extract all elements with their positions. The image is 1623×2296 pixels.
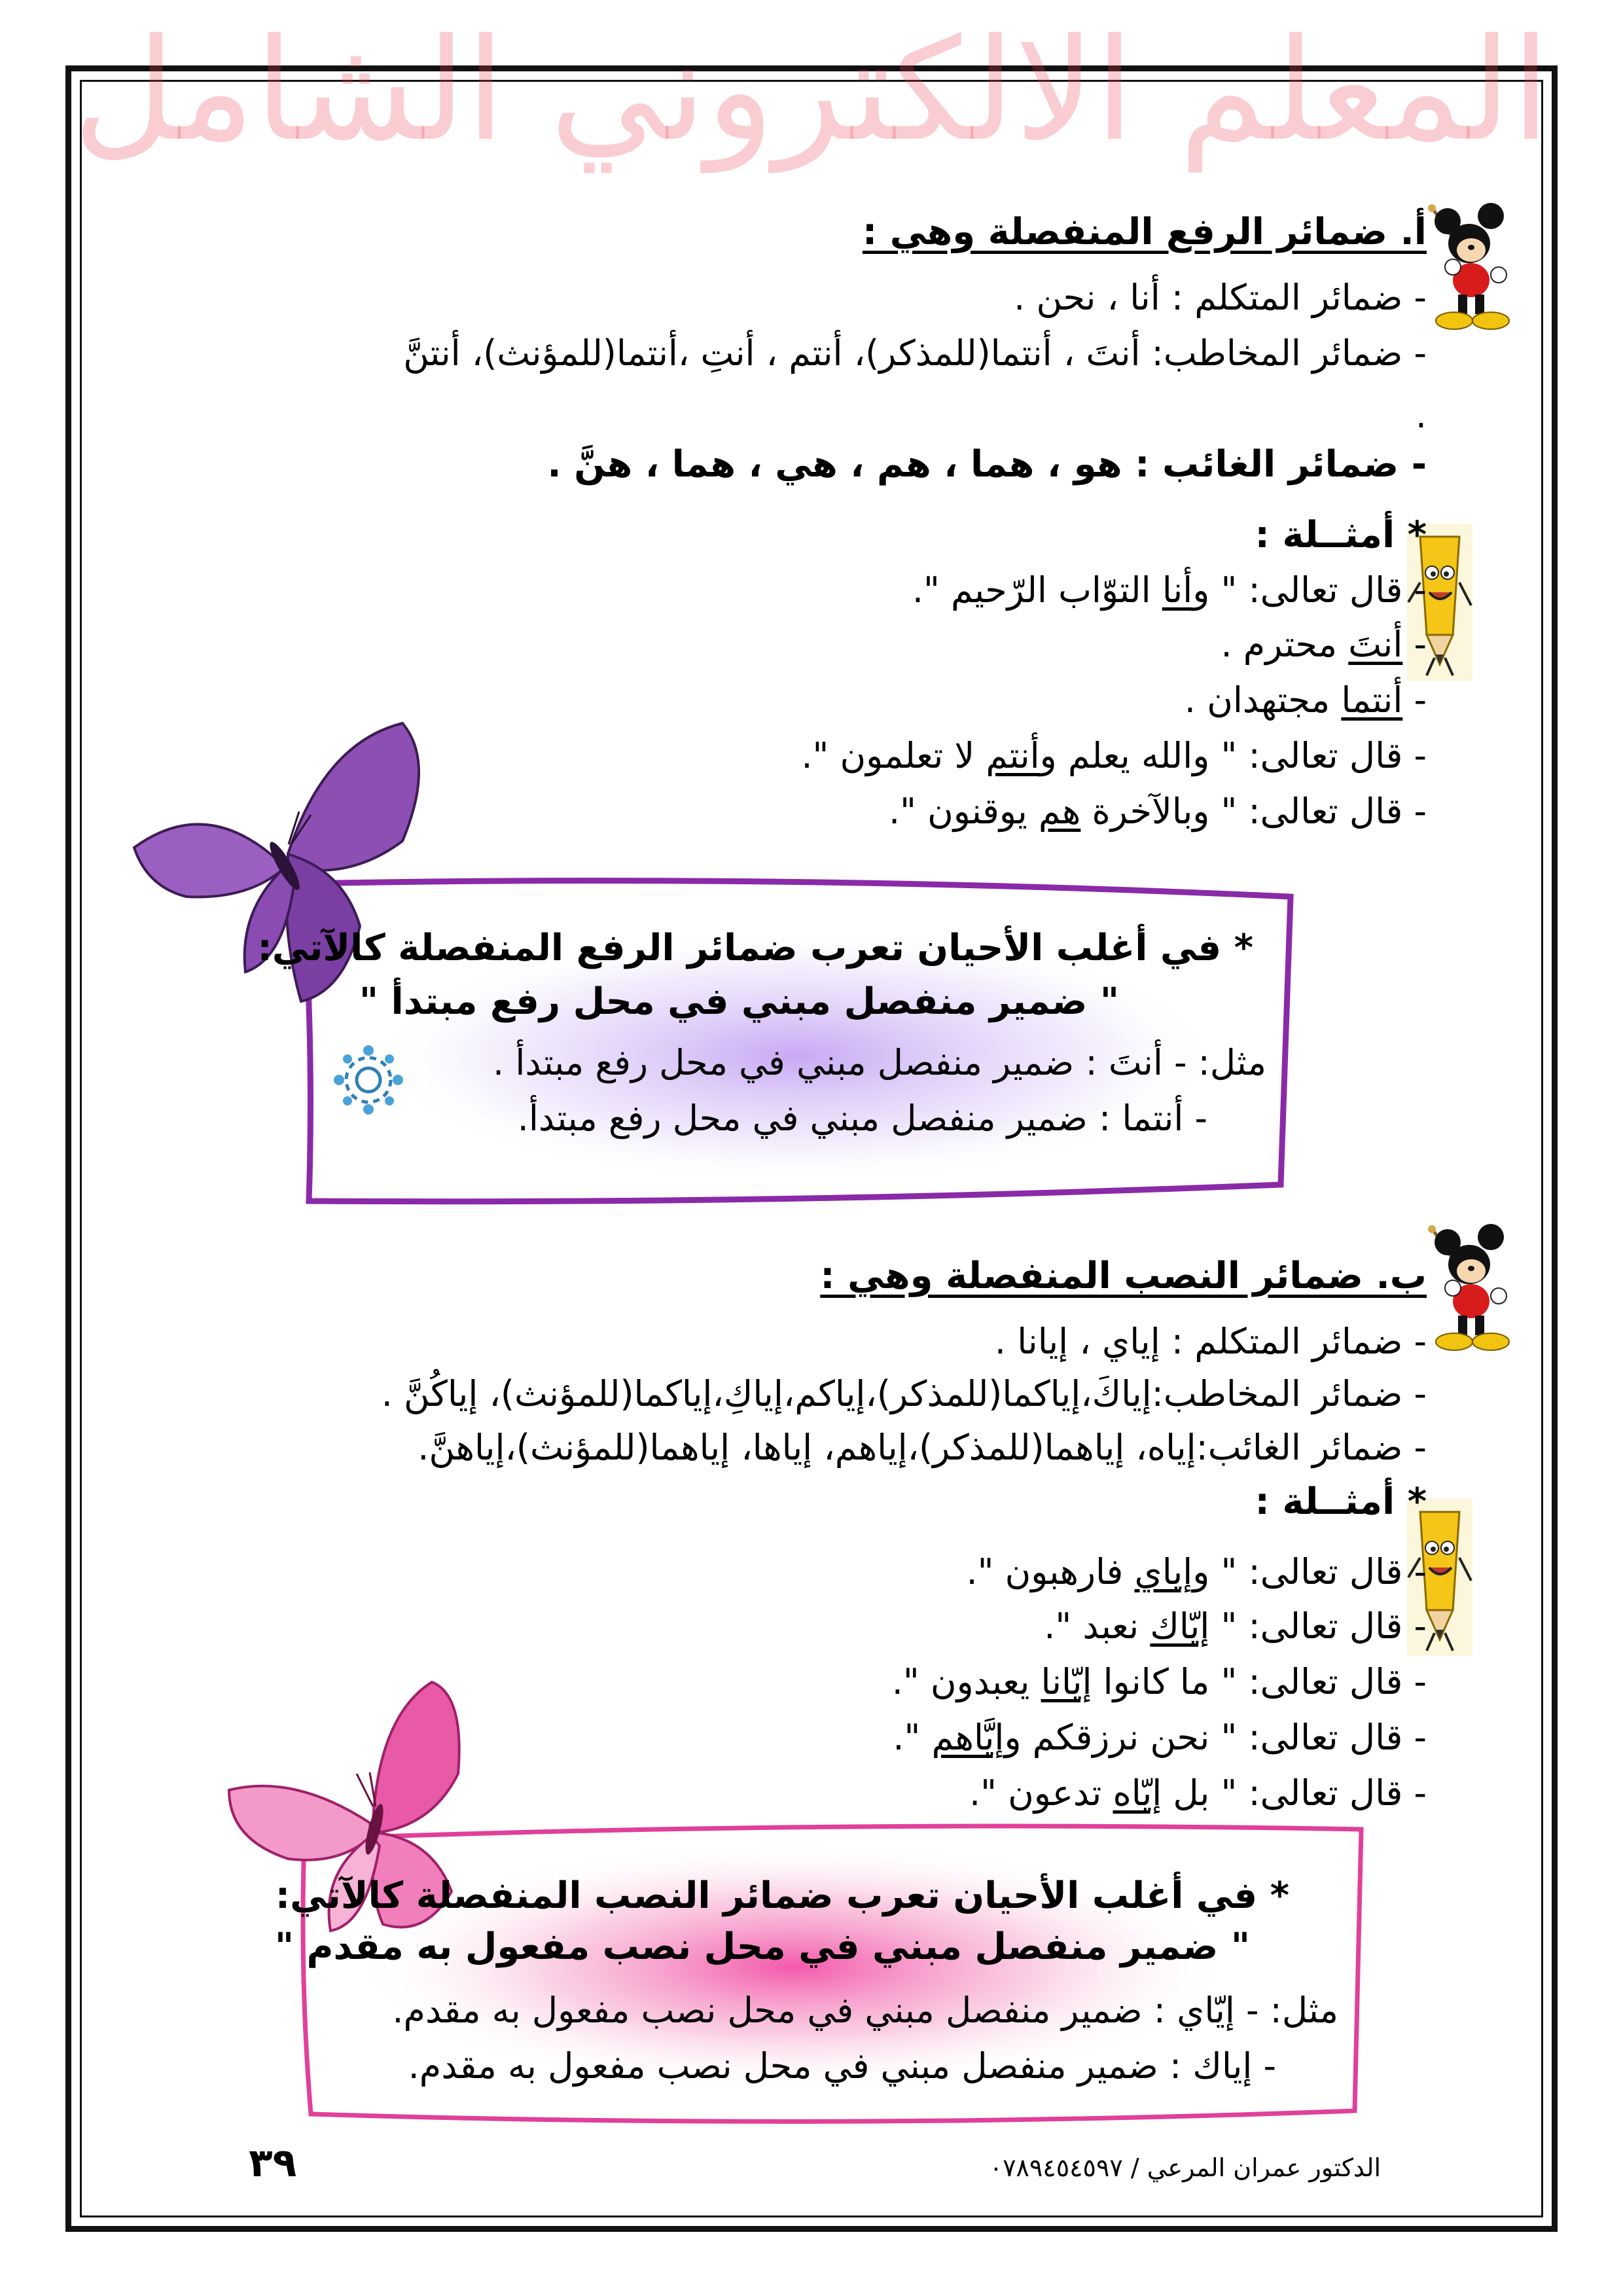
snowflake-ornament-icon — [332, 1044, 404, 1116]
section-a-line: - ضمائر المخاطب: أنتَ ، أنتما(للمذكر)، أنتم ، أنتِ ،أنتما(للمؤنث)، أنتنَّ — [403, 332, 1427, 374]
section-b-heading: ب. ضمائر النصب المنفصلة وهي : — [820, 1255, 1427, 1297]
section-b-example: - قال تعالى: " نحن نرزقكم وإيَّاهم ". — [893, 1717, 1427, 1758]
box-a-example: مثل: - أنتَ : ضمير منفصل مبني في محل رفع مبتدأ . — [493, 1042, 1266, 1083]
section-a-line: - ضمائر الغائب : هو ، هما ، هم ، هي ، هما ، هنَّ . — [547, 443, 1427, 486]
box-b-title: * في أغلب الأحيان تعرب ضمائر النصب المنفصلة كالآتي: — [275, 1874, 1289, 1917]
section-a-example: - أنتما مجتهدان . — [1184, 679, 1427, 721]
section-b-example: - قال تعالى: " وإياي فارهبون ". — [966, 1551, 1427, 1592]
section-b-examples-title: * أمثــلة : — [1255, 1480, 1427, 1523]
section-a-example: - أنتَ محترم . — [1221, 624, 1427, 665]
section-b-line: - ضمائر المتكلم : إياي ، إيانا . — [994, 1321, 1427, 1362]
box-a-title: * في أغلب الأحيان تعرب ضمائر الرفع المنفصلة كالآتي: — [257, 927, 1253, 969]
section-a-heading: أ. ضمائر الرفع المنفصلة وهي : — [862, 211, 1427, 253]
section-a-example: - قال تعالى: " وبالآخرة هم يوقنون ". — [888, 791, 1427, 832]
section-b-example: - قال تعالى: " بل إيّاه تدعون ". — [969, 1772, 1427, 1814]
box-b-example: مثل: - إيّاي : ضمير منفصل مبني في محل نصب مفعول به مقدم. — [392, 1990, 1338, 2031]
section-b-line: - ضمائر المخاطب:إياكَ،إياكما(للمذكر)،إياكم،إياكِ،إياكما(للمؤنث)، إياكُنَّ . — [381, 1373, 1427, 1414]
section-a-line: . — [1415, 395, 1427, 436]
footer-author: الدكتور عمران المرعي / ٠٧٨٩٤٥٤٥٩٧ — [989, 2153, 1381, 2182]
section-a-example: - قال تعالى: " وأنا التوّاب الرّحيم ". — [912, 569, 1427, 611]
watermark: المعلم الالكتروني الشامل — [73, 8, 1550, 172]
section-b-example: - قال تعالى: " إيّاك نعبد ". — [1044, 1605, 1427, 1647]
box-a-example: - أنتما : ضمير منفصل مبني في محل رفع مبتدأ. — [517, 1098, 1207, 1139]
section-b-example: - قال تعالى: " ما كانوا إيّانا يعبدون ". — [891, 1661, 1427, 1702]
section-a-line: - ضمائر المتكلم : أنا ، نحن . — [1014, 277, 1427, 318]
box-b-example: - إياك : ضمير منفصل مبني في محل نصب مفعول به مقدم. — [408, 2045, 1276, 2087]
page-number: ٣٩ — [249, 2140, 297, 2186]
section-a-example: - قال تعالى: " والله يعلم وأنتم لا تعلمون ". — [801, 735, 1427, 776]
section-a-examples-title: * أمثــلة : — [1255, 514, 1427, 556]
section-b-line: - ضمائر الغائب:إياه، إياهما(للمذكر)،إياهم، إياها، إياهما(للمؤنث)،إياهنَّ. — [418, 1427, 1427, 1468]
box-b-rule: " ضمير منفصل مبني في محل نصب مفعول به مقدم " — [274, 1926, 1250, 1968]
box-a-rule: " ضمير منفصل مبني في محل رفع مبتدأ " — [359, 980, 1119, 1023]
